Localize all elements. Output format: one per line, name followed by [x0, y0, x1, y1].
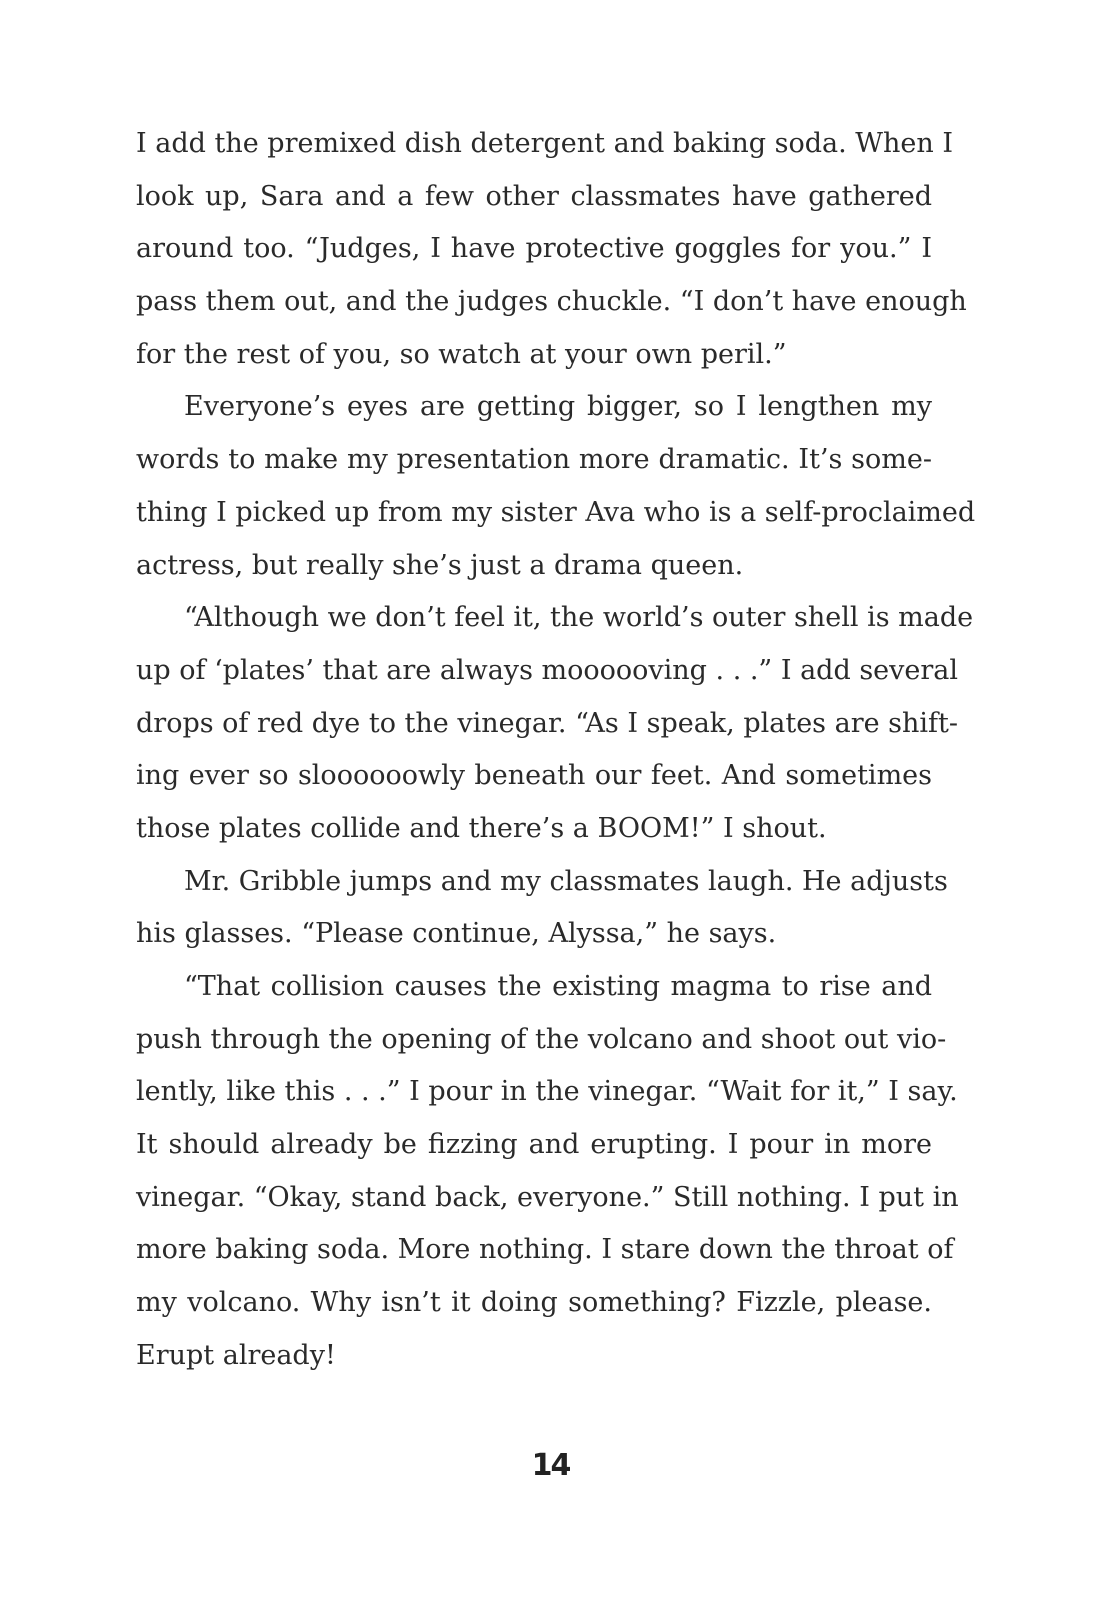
- text-line: for the rest of you, so watch at your own peril.”: [136, 338, 787, 370]
- paragraph: [136, 856, 948, 961]
- paragraph: [136, 118, 967, 381]
- text-line: lently, like this . . .” I pour in the vinegar. “Wait for it,” I say.: [136, 1076, 958, 1108]
- paragraph: [136, 381, 976, 592]
- text-line: Everyone’s eyes are getting bigger, so I lengthen my: [184, 391, 932, 423]
- text-line: “Although we don’t feel it, the world’s outer shell is made: [184, 602, 974, 634]
- text-line: those plates collide and there’s a BOOM!” I shout.: [136, 812, 827, 844]
- text-line: Erupt already!: [136, 1339, 336, 1371]
- paragraph: [136, 592, 974, 855]
- text-line: “That collision causes the existing magma to rise and: [184, 971, 932, 1002]
- text-line: words to make my presentation more dramatic. It’s some-: [136, 444, 932, 476]
- text-line: up of ‘plates’ that are always moooooving . . .” I add several: [136, 654, 959, 686]
- page-number: 14: [531, 1448, 570, 1483]
- text-line: my volcano. Why isn’t it doing something? Fizzle, please.: [136, 1287, 932, 1319]
- paragraph: [136, 961, 959, 1383]
- text-line: Mr. Gribble jumps and my classmates laugh. He adjusts: [184, 865, 948, 897]
- text-line: thing I picked up from my sister Ava who is a self-proclaimed: [136, 496, 976, 528]
- text-line: around too. “Judges, I have protective goggles for you.” I: [136, 233, 932, 265]
- text-line: I add the premixed dish detergent and baking soda. When I: [136, 128, 954, 159]
- text-line: vinegar. “Okay, stand back, everyone.” Still nothing. I put in: [136, 1181, 959, 1213]
- text-line: push through the opening of the volcano and shoot out vio-: [136, 1023, 947, 1055]
- text-line: pass them out, and the judges chuckle. “I don’t have enough: [136, 286, 967, 318]
- body-text: [136, 118, 976, 1383]
- text-line: ing ever so sloooooowly beneath our feet. And sometimes: [136, 760, 932, 792]
- text-line: It should already be fizzing and erupting. I pour in more: [136, 1129, 932, 1161]
- text-line: drops of red dye to the vinegar. “As I speak, plates are shift-: [136, 707, 959, 739]
- text-line: look up, Sara and a few other classmates have gathered: [136, 180, 932, 212]
- text-line: actress, but really she’s just a drama queen.: [136, 549, 744, 581]
- text-line: his glasses. “Please continue, Alyssa,” he says.: [136, 918, 777, 950]
- text-line: more baking soda. More nothing. I stare down the throat of: [136, 1234, 954, 1266]
